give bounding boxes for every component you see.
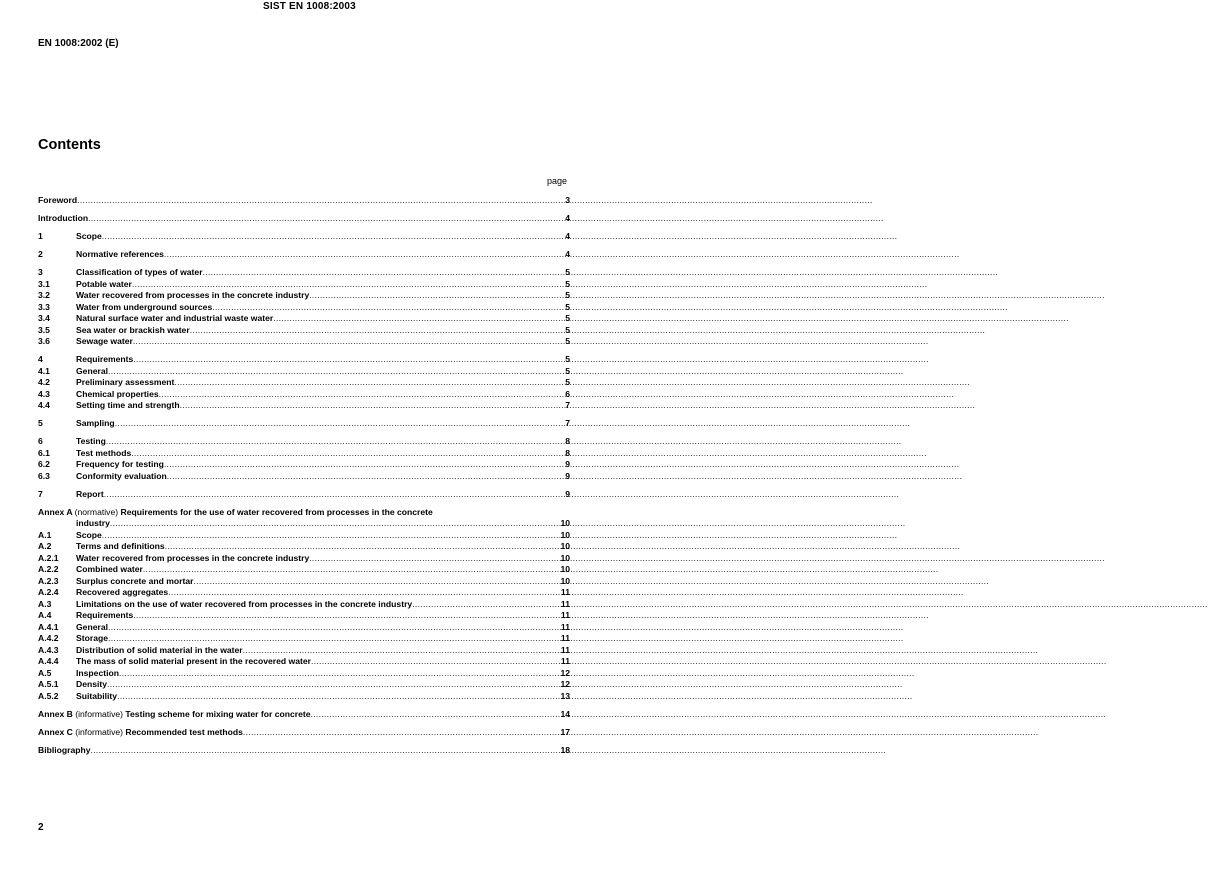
toc-entry[interactable] (38, 290, 570, 302)
toc-entry[interactable] (38, 745, 570, 757)
toc-entry-page: 5 (565, 365, 570, 376)
toc-entry-page: 4 (565, 213, 570, 223)
toc-entry-number: 6 (38, 436, 43, 446)
toc-entry-title: Introduction (38, 213, 89, 223)
toc-entry-page: 4 (565, 249, 570, 259)
toc-entry-page: 10 (560, 575, 570, 586)
toc-entry[interactable] (38, 645, 570, 657)
toc-entry[interactable] (38, 448, 570, 460)
toc-entry-page: 8 (565, 447, 570, 458)
toc-entry-number: 4.2 (38, 377, 50, 387)
toc-entry-number: A.4.4 (38, 656, 59, 666)
toc-entry[interactable] (38, 313, 570, 325)
toc-entry-number: 3.4 (38, 313, 50, 323)
toc-entry-title: Surplus concrete and mortar (76, 575, 194, 586)
toc-entry-number: 6.3 (38, 470, 50, 481)
annex-kind: (informative) (75, 708, 124, 719)
toc-entry[interactable] (38, 336, 570, 348)
toc-entry-title: Normative references (76, 249, 164, 259)
toc-entry-title: industry (76, 518, 110, 528)
toc-entry[interactable] (38, 679, 570, 691)
toc-entry[interactable] (38, 576, 570, 588)
toc-entry[interactable] (38, 249, 570, 261)
toc-annex-entry[interactable] (38, 507, 570, 519)
contents-title: Contents (38, 137, 101, 153)
toc-entry-title: The mass of solid material present in the recovered water (76, 656, 311, 666)
toc-entry-title: Setting time and strength (76, 400, 180, 410)
toc-entry-page: 3 (565, 195, 570, 205)
toc-entry[interactable] (38, 366, 570, 378)
toc-entry[interactable] (38, 633, 570, 645)
toc-entry-number: A.5.1 (38, 679, 59, 689)
toc-entry-page: 10 (560, 564, 570, 574)
toc-entry-number: A.2.2 (38, 564, 59, 574)
toc-entry-page: 11 (560, 610, 570, 620)
toc-entry-number: A.2.3 (38, 575, 59, 586)
toc-entry[interactable] (38, 354, 570, 366)
annex-label: Annex C (38, 726, 73, 737)
toc-entry-page: 6 (565, 388, 570, 399)
toc-entry-number: 7 (38, 488, 43, 499)
annex-label: Annex A (38, 506, 73, 517)
toc-entry-page: 9 (565, 488, 570, 499)
toc-entry-number: A.4.2 (38, 633, 59, 643)
toc-entry-title: General (76, 621, 109, 632)
toc-entry-page: 4 (565, 231, 570, 241)
toc-entry-title: Suitability (76, 690, 118, 701)
toc-entry-title: Water recovered from processes in the concrete industry (76, 290, 310, 300)
toc-entry-page: 5 (565, 354, 570, 364)
toc-entry-page: 10 (560, 541, 570, 551)
toc-entry-title: Sewage water (76, 336, 133, 346)
toc-entry-title: Requirements for the use of water recovered from processes in the concrete (120, 506, 433, 517)
toc-entry[interactable] (38, 377, 570, 389)
toc-entry-title: Classification of types of water (76, 267, 203, 277)
toc-entry-number: 4.3 (38, 388, 50, 399)
toc-entry-number: 3 (38, 267, 43, 277)
toc-entry[interactable] (38, 279, 570, 291)
toc-entry-page: 18 (560, 744, 570, 755)
toc-entry[interactable] (38, 530, 570, 542)
toc-entry[interactable] (38, 656, 570, 668)
table-of-contents (38, 195, 570, 756)
toc-entry-page: 5 (565, 267, 570, 277)
toc-entry-page: 5 (565, 336, 570, 346)
toc-entry[interactable] (38, 587, 570, 599)
toc-entry-page: 14 (560, 708, 570, 719)
toc-entry-page: 9 (565, 470, 570, 481)
toc-entry-title: Scope (76, 529, 102, 540)
toc-entry[interactable] (38, 610, 570, 622)
toc-entry-page: 11 (560, 644, 570, 655)
toc-entry-number: A.1 (38, 529, 52, 540)
toc-entry-title: Potable water (76, 278, 132, 289)
toc-entry[interactable] (38, 691, 570, 703)
toc-entry-page: 7 (565, 400, 570, 410)
toc-entry[interactable] (38, 400, 570, 412)
toc-entry-number: 3.5 (38, 324, 50, 335)
toc-entry[interactable] (38, 231, 570, 243)
toc-entry-title: Inspection (76, 667, 119, 678)
toc-entry-title: Storage (76, 633, 108, 643)
toc-entry-title: Terms and definitions (76, 541, 165, 551)
toc-entry-title: Testing (76, 436, 106, 446)
toc-entry[interactable] (38, 459, 570, 471)
toc-entry-page: 11 (560, 598, 570, 609)
toc-entry[interactable] (38, 195, 570, 207)
toc-entry-title: Scope (76, 231, 102, 241)
toc-entry-number: A.2 (38, 541, 52, 551)
toc-entry-number: A.4 (38, 610, 52, 620)
toc-entry-title: Limitations on the use of water recovered from processes in the concrete industry (76, 598, 413, 609)
toc-entry-page: 5 (565, 313, 570, 323)
toc-entry-number: A.5.2 (38, 690, 59, 701)
toc-annex-entry[interactable] (38, 709, 570, 721)
toc-entry-title: Density (76, 679, 108, 689)
toc-entry-page: 10 (560, 518, 570, 528)
toc-entry[interactable] (38, 418, 570, 430)
toc-entry-page: 8 (565, 436, 570, 446)
toc-entry[interactable] (38, 389, 570, 401)
toc-entry[interactable] (38, 599, 570, 611)
toc-entry-number: 4.4 (38, 400, 50, 410)
toc-entry-number: A.4.3 (38, 644, 59, 655)
toc-entry-page: 5 (565, 377, 570, 387)
document-id: EN 1008:2002 (E) (38, 38, 119, 49)
toc-entry-number: 3.6 (38, 336, 50, 346)
toc-entry-title: Bibliography (38, 744, 91, 755)
toc-entry-page: 12 (560, 667, 570, 678)
annex-label: Annex B (38, 708, 73, 719)
page-column-label: page (546, 176, 567, 186)
toc-entry-page: 17 (560, 726, 570, 737)
toc-entry-page: 5 (565, 278, 570, 289)
toc-entry-number: 4.1 (38, 365, 50, 376)
toc-entry-title: Distribution of solid material in the water (76, 644, 243, 655)
toc-entry[interactable] (38, 622, 570, 634)
toc-entry-title: Recommended test methods (125, 726, 243, 737)
toc-entry[interactable] (38, 325, 570, 337)
toc-entry-number: A.3 (38, 598, 52, 609)
toc-entry-page: 10 (560, 552, 570, 563)
toc-entry[interactable] (38, 541, 570, 553)
toc-entry[interactable] (38, 668, 570, 680)
toc-entry-title: Natural surface water and industrial waste water (76, 313, 274, 323)
toc-entry-page: 13 (560, 690, 570, 701)
toc-entry-page: 10 (560, 529, 570, 540)
toc-entry-number: 1 (38, 231, 43, 241)
toc-entry[interactable] (38, 553, 570, 565)
toc-entry-number: 5 (38, 418, 43, 428)
toc-entry[interactable] (38, 564, 570, 576)
toc-entry-title: Recovered aggregates (76, 587, 169, 597)
toc-entry-title: Conformity evaluation (76, 470, 167, 481)
toc-entry-page: 11 (560, 587, 570, 597)
toc-entry[interactable] (38, 213, 570, 225)
toc-entry-title: Water recovered from processes in the concrete industry (76, 552, 310, 563)
annex-kind: (informative) (75, 726, 124, 737)
page-number: 2 (38, 822, 44, 833)
toc-entry-number: 2 (38, 249, 43, 259)
toc-entry-number: 6.1 (38, 447, 50, 458)
toc-entry-number: 3.2 (38, 290, 50, 300)
toc-entry-page: 11 (560, 656, 570, 666)
toc-entry-page: 11 (560, 621, 570, 632)
toc-entry-page: 11 (560, 633, 570, 643)
toc-entry-number: A.2.1 (38, 552, 59, 563)
toc-entry-title: Sea water or brackish water (76, 324, 190, 335)
toc-entry-number: 3.3 (38, 301, 50, 312)
toc-entry-title: Test methods (76, 447, 132, 458)
toc-entry-number: A.2.4 (38, 587, 59, 597)
toc-entry-page: 9 (565, 459, 570, 469)
toc-entry[interactable] (38, 436, 570, 448)
toc-entry-title: Requirements (76, 610, 134, 620)
toc-entry-page: 5 (565, 301, 570, 312)
toc-entry-title: Testing scheme for mixing water for concrete (125, 708, 311, 719)
toc-entry-title: Chemical properties (76, 388, 159, 399)
toc-entry[interactable] (38, 489, 570, 501)
toc-annex-entry[interactable] (38, 727, 570, 739)
toc-entry[interactable] (38, 267, 570, 279)
toc-entry-page: 5 (565, 290, 570, 300)
watermark: SIST EN 1008:2003 (263, 1, 356, 12)
toc-entry-title: Water from underground sources (76, 301, 213, 312)
toc-entry-title: Foreword (38, 195, 78, 205)
toc-entry-title: General (76, 365, 109, 376)
toc-entry-title: Sampling (76, 418, 115, 428)
toc-entry[interactable] (38, 302, 570, 314)
toc-entry-title: Combined water (76, 564, 143, 574)
toc-entry-page: 12 (560, 679, 570, 689)
toc-entry-page: 7 (565, 418, 570, 428)
toc-entry-number: 6.2 (38, 459, 50, 469)
toc-entry-title: Requirements (76, 354, 134, 364)
toc-entry-title: Report (76, 488, 104, 499)
toc-entry-page: 5 (565, 324, 570, 335)
toc-entry-title: Frequency for testing (76, 459, 164, 469)
toc-entry-number: A.4.1 (38, 621, 59, 632)
toc-entry[interactable] (38, 471, 570, 483)
annex-kind: (normative) (74, 506, 119, 517)
toc-entry-number: 4 (38, 354, 43, 364)
toc-entry-number: 3.1 (38, 278, 50, 289)
toc-entry[interactable] (38, 518, 570, 530)
toc-entry-number: A.5 (38, 667, 52, 678)
toc-entry-title: Preliminary assessment (76, 377, 175, 387)
